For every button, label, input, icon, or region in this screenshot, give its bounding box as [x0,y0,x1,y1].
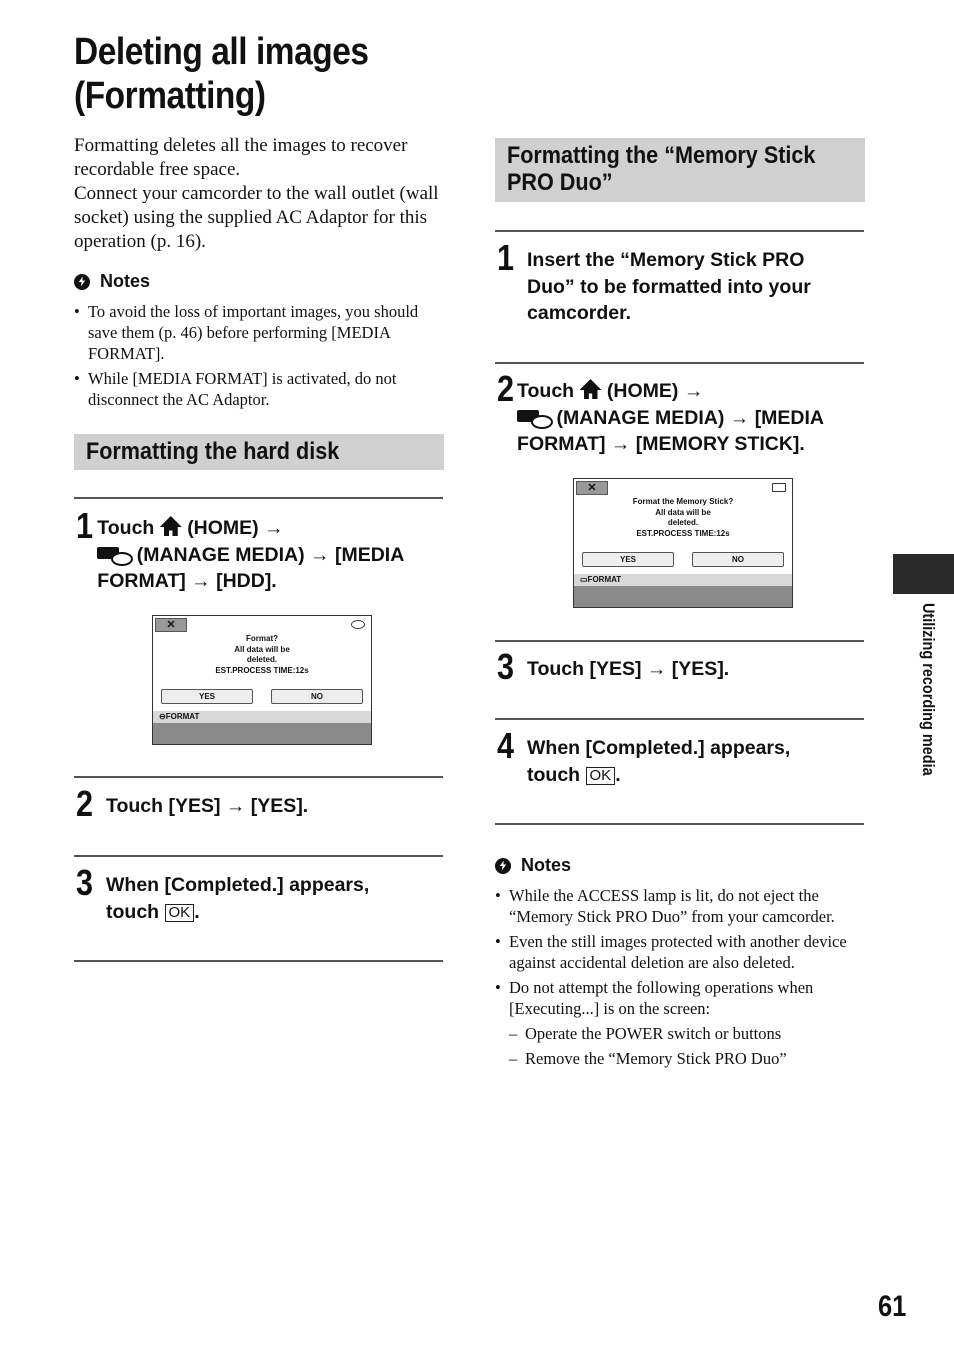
left-notes-heading [74,271,150,292]
left-notes-list [74,301,446,414]
home-icon [580,379,602,399]
section-heading-label: Formatting the “Memory Stick PRO Duo” [507,142,816,196]
left-notes-heading-label: Notes [100,271,151,291]
step-text: Insert the “Memory Stick PRO Duo” to be formatted into your camcorder. [527,249,811,324]
step-text [517,378,865,458]
message-line: All data will be [655,507,711,517]
note-sub-item: – Remove the “Memory Stick PRO Duo” [495,1048,863,1069]
step-number: 2 [497,368,515,409]
step-number: 3 [76,862,94,903]
step-number: 1 [76,505,94,546]
hdd-format-screen [152,615,372,745]
hdd-icon [351,620,365,629]
note-item: • While the ACCESS lamp is lit, do not eject the “Memory Stick PRO Duo” from your camcorder. [495,885,863,927]
step-text-label: When [Completed.] appears, touch [106,874,370,923]
close-button[interactable]: ✕ [576,481,608,495]
step-touch-label: Touch [517,380,575,402]
screen-bottom-panel [574,586,792,607]
divider [495,230,864,232]
manage-media-icon [517,408,551,428]
format-message [574,497,792,539]
note-sub-item: – Operate the POWER switch or buttons [495,1023,863,1044]
step-number: 1 [497,237,515,278]
step-touch-label: Touch [97,517,155,539]
memory-stick-icon [772,483,786,492]
step-manage-label: (MANAGE MEDIA) → [MEDIA FORMAT] → [MEMORY STICK]. [517,406,824,455]
yes-button[interactable]: YES [582,552,674,567]
manage-media-icon [97,545,131,565]
message-line: EST.PROCESS TIME:12s [636,528,730,538]
message-line: EST.PROCESS TIME:12s [215,665,309,675]
chapter-tab [893,554,954,594]
screen-bottom-panel [153,723,371,744]
step-text [527,735,827,788]
step-text-label: When [Completed.] appears, touch [527,737,791,786]
divider [74,960,443,962]
message-line: deleted. [667,518,699,527]
divider [74,776,443,778]
section-heading-memory-stick [495,138,865,202]
note-item: • Even the still images protected with another device against accidental deletion are also deleted. [495,931,863,973]
hdd-step-1 [76,505,446,595]
intro-text [74,134,444,254]
ms-step-1 [497,237,865,327]
intro-paragraph-2: Connect your camcorder to the wall outlet (wall socket) using the supplied AC Adaptor for this operation (p. 16). [74,183,439,252]
divider [74,855,443,857]
ms-step-2 [497,368,865,458]
ok-button: OK [586,767,616,785]
note-icon [495,858,511,874]
step-home-label: (HOME) → [606,380,704,402]
yes-button[interactable]: YES [161,689,253,704]
right-notes-list [495,885,863,1073]
step-text-end: . [615,763,621,786]
divider [495,718,864,720]
message-line: All data will be [234,644,290,654]
step-text-end: . [194,900,200,923]
chapter-side-label-text: Utilizing recording media [919,603,938,776]
format-status-bar: ⊖FORMAT [153,711,371,723]
step-number: 4 [497,725,515,766]
home-icon [160,516,182,536]
format-status-bar: ▭FORMAT [574,574,792,586]
step-text: Touch [YES] → [YES]. [527,658,730,680]
chapter-side-label [919,603,939,823]
note-item: • Do not attempt the following operations when [Executing...] is on the screen: [495,977,863,1019]
intro-paragraph-1: Formatting deletes all the images to recover recordable free space. [74,135,408,180]
note-item: • While [MEDIA FORMAT] is activated, do not disconnect the AC Adaptor. [74,368,446,410]
hdd-step-3 [76,862,446,925]
divider [495,640,864,642]
step-number: 2 [76,783,94,824]
format-message [153,634,371,676]
memory-stick-format-screen [573,478,793,608]
step-text [97,515,446,595]
ok-button: OK [165,904,195,922]
no-button[interactable]: NO [271,689,363,704]
right-notes-heading [495,855,571,876]
step-manage-label: (MANAGE MEDIA) → [MEDIA FORMAT] → [HDD]. [97,543,404,592]
section-heading-hard-disk [74,434,444,470]
divider [74,497,443,499]
page-title: Deleting all images (Formatting) [74,31,369,117]
hdd-step-2 [76,783,446,824]
note-icon [74,274,90,290]
message-line: deleted. [246,655,278,664]
step-home-label: (HOME) → [187,517,284,539]
page-number: 61 [878,1290,907,1323]
ms-step-3 [497,646,865,687]
note-item: • To avoid the loss of important images, you should save them (p. 46) before performing [MEDIA FORMAT]. [74,301,446,364]
step-text: Touch [YES] → [YES]. [106,795,309,817]
message-line: Format? [246,634,278,643]
message-line: Format the Memory Stick? [632,497,734,506]
ms-step-4 [497,725,865,788]
no-button[interactable]: NO [692,552,784,567]
close-button[interactable]: ✕ [155,618,187,632]
step-text [106,872,406,925]
right-notes-heading-label: Notes [521,855,572,875]
divider [495,823,864,825]
divider [495,362,864,364]
step-number: 3 [497,646,515,687]
section-heading-label: Formatting the hard disk [86,438,340,465]
